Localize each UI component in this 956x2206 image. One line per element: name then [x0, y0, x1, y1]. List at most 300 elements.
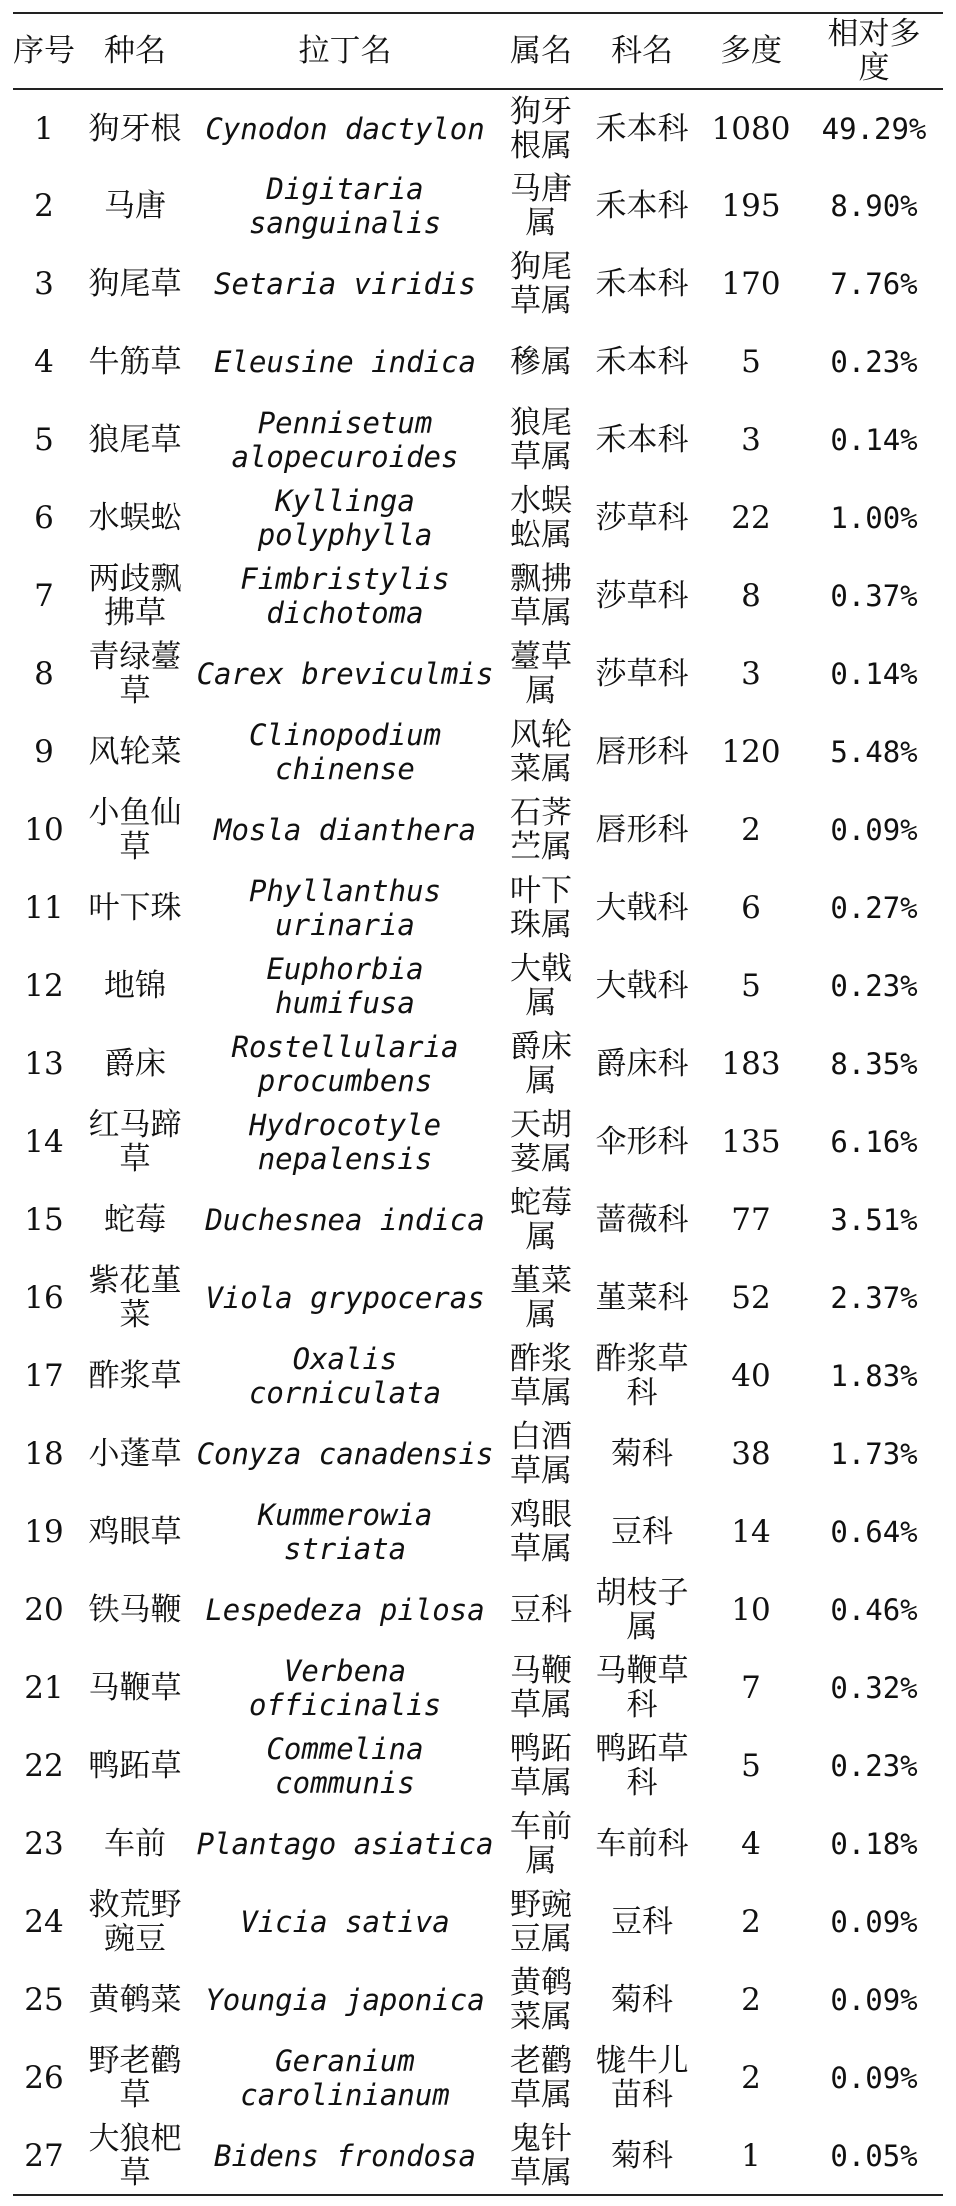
cell-relative-abundance-text: 0.09% [830, 2061, 918, 2095]
cell-latin-name [195, 1025, 495, 1103]
cell-relative-abundance-text: 0.09% [830, 1905, 918, 1939]
cell-relative-abundance [805, 791, 943, 869]
cell-index [13, 1493, 75, 1571]
cell-family [587, 2039, 697, 2117]
table-row [13, 323, 943, 401]
cell-common-name [75, 1025, 195, 1103]
cell-family [587, 1883, 697, 1961]
cell-latin-name [195, 167, 495, 245]
cell-genus [495, 713, 587, 791]
cell-relative-abundance [805, 89, 943, 167]
cell-common-name [75, 167, 195, 245]
cell-abundance [697, 1181, 805, 1259]
cell-common-name-text: 狗牙根 [88, 110, 182, 147]
cell-common-name-text: 大狼杷草 [88, 2120, 182, 2191]
cell-latin-name-text: Geranium carolinianum [240, 2044, 450, 2112]
cell-abundance-text: 52 [731, 1280, 771, 1316]
table-row [13, 2039, 943, 2117]
cell-genus-text: 豆科 [510, 1592, 572, 1628]
cell-index [13, 635, 75, 713]
cell-relative-abundance [805, 947, 943, 1025]
table-row [13, 1025, 943, 1103]
cell-relative-abundance-text: 0.09% [830, 1983, 918, 2017]
cell-index-text: 20 [24, 1592, 64, 1628]
cell-abundance-text: 40 [731, 1358, 771, 1394]
cell-relative-abundance [805, 1103, 943, 1181]
cell-latin-name [195, 2117, 495, 2195]
cell-relative-abundance [805, 1649, 943, 1727]
table-row [13, 557, 943, 635]
cell-genus-text: 爵床属 [510, 1029, 572, 1099]
cell-common-name-text: 青绿薹草 [88, 639, 182, 709]
cell-latin-name [195, 1415, 495, 1493]
cell-common-name-text: 救荒野豌豆 [88, 1887, 182, 1957]
cell-family-text: 伞形科 [595, 1124, 689, 1160]
cell-latin-name [195, 401, 495, 479]
cell-relative-abundance-text: 3.51% [830, 1203, 918, 1237]
cell-abundance-text: 120 [721, 734, 781, 770]
cell-relative-abundance [805, 1727, 943, 1805]
cell-latin-name [195, 479, 495, 557]
cell-abundance-text: 4 [741, 1826, 761, 1862]
cell-latin-name [195, 2039, 495, 2117]
cell-family-text: 莎草科 [595, 656, 689, 692]
cell-relative-abundance [805, 323, 943, 401]
cell-index-text: 27 [24, 2137, 64, 2174]
cell-index [13, 167, 75, 245]
cell-abundance [697, 1883, 805, 1961]
cell-family-text: 车前科 [595, 1826, 689, 1862]
cell-genus-text: 野豌豆属 [510, 1887, 572, 1957]
header-relative-abundance-label: 相对多度 [827, 16, 921, 86]
table-row [13, 89, 943, 167]
cell-family-text: 牻牛儿苗科 [595, 2043, 689, 2113]
cell-common-name-text: 蛇莓 [104, 1202, 166, 1238]
cell-family [587, 401, 697, 479]
cell-genus [495, 1961, 587, 2039]
cell-common-name [75, 1805, 195, 1883]
cell-index [13, 869, 75, 947]
cell-index [13, 2117, 75, 2195]
cell-common-name [75, 869, 195, 947]
cell-family [587, 713, 697, 791]
cell-family-text: 禾本科 [595, 344, 689, 380]
cell-genus [495, 947, 587, 1025]
cell-index-text: 2 [34, 188, 54, 224]
table-row [13, 791, 943, 869]
cell-genus [495, 323, 587, 401]
cell-genus [495, 1337, 587, 1415]
cell-genus [495, 1493, 587, 1571]
table-row [13, 1337, 943, 1415]
cell-index-text: 4 [34, 344, 54, 380]
cell-genus [495, 479, 587, 557]
cell-relative-abundance [805, 1493, 943, 1571]
cell-common-name-text: 两歧飘拂草 [88, 561, 182, 631]
cell-common-name [75, 1727, 195, 1805]
cell-index [13, 947, 75, 1025]
cell-relative-abundance [805, 869, 943, 947]
cell-genus-text: 堇菜属 [510, 1263, 572, 1333]
table-row [13, 1961, 943, 2039]
cell-relative-abundance-text: 49.29% [821, 111, 927, 146]
cell-common-name [75, 791, 195, 869]
cell-common-name [75, 635, 195, 713]
cell-genus-text: 石荠苎属 [510, 795, 572, 865]
cell-index-text: 12 [24, 968, 64, 1004]
cell-relative-abundance-text: 0.27% [830, 891, 918, 925]
cell-abundance-text: 5 [741, 344, 761, 380]
table-body [13, 89, 943, 2195]
cell-latin-name [195, 1805, 495, 1883]
cell-genus-text: 白酒草属 [510, 1419, 572, 1489]
species-table [13, 12, 943, 2196]
cell-latin-name [195, 791, 495, 869]
cell-latin-name [195, 1961, 495, 2039]
cell-index-text: 25 [24, 1982, 64, 2018]
header-genus: 属名 [510, 33, 572, 69]
cell-common-name-text: 风轮菜 [88, 734, 182, 770]
cell-family-text: 鸭跖草科 [595, 1731, 689, 1801]
header-row [13, 13, 943, 89]
cell-relative-abundance-text: 0.14% [830, 657, 918, 691]
cell-common-name [75, 947, 195, 1025]
cell-family-text: 胡枝子属 [595, 1575, 689, 1645]
cell-family [587, 1649, 697, 1727]
cell-abundance [697, 635, 805, 713]
cell-latin-name-text: Clinopodium chinense [248, 718, 442, 786]
cell-common-name [75, 1649, 195, 1727]
table-header [13, 13, 943, 89]
cell-abundance-text: 6 [741, 890, 761, 926]
cell-genus [495, 869, 587, 947]
cell-latin-name-text: Commelina communis [266, 1732, 424, 1800]
cell-relative-abundance-text: 0.64% [830, 1515, 918, 1549]
cell-relative-abundance-text: 8.35% [830, 1047, 918, 1081]
cell-relative-abundance-text: 1.00% [830, 501, 918, 535]
cell-family [587, 1025, 697, 1103]
cell-common-name [75, 1259, 195, 1337]
cell-genus [495, 1727, 587, 1805]
cell-latin-name [195, 323, 495, 401]
cell-common-name [75, 323, 195, 401]
header-relative-abundance [805, 13, 943, 89]
cell-relative-abundance-text: 0.05% [830, 2138, 918, 2173]
cell-genus-text: 叶下珠属 [510, 873, 572, 943]
cell-latin-name [195, 635, 495, 713]
cell-genus [495, 2117, 587, 2195]
cell-abundance [697, 713, 805, 791]
cell-index [13, 1883, 75, 1961]
cell-index-text: 24 [24, 1904, 64, 1940]
cell-abundance-text: 2 [741, 2060, 761, 2096]
cell-relative-abundance-text: 0.18% [830, 1827, 918, 1861]
cell-abundance [697, 2039, 805, 2117]
cell-family-text: 禾本科 [595, 266, 689, 302]
cell-index-text: 7 [34, 578, 54, 614]
cell-abundance-text: 38 [731, 1436, 771, 1472]
cell-relative-abundance [805, 1181, 943, 1259]
cell-latin-name-text: Phyllanthus urinaria [248, 874, 442, 942]
cell-relative-abundance [805, 1571, 943, 1649]
cell-relative-abundance [805, 2039, 943, 2117]
cell-index-text: 15 [24, 1202, 64, 1238]
cell-index-text: 14 [24, 1124, 64, 1160]
cell-family [587, 1805, 697, 1883]
cell-latin-name-text: Digitaria sanguinalis [248, 172, 442, 240]
cell-abundance-text: 2 [741, 812, 761, 848]
cell-relative-abundance-text: 0.46% [830, 1593, 918, 1627]
cell-latin-name-text: Plantago asiatica [196, 1827, 494, 1861]
cell-common-name-text: 车前 [104, 1826, 166, 1862]
cell-abundance-text: 135 [721, 1124, 781, 1160]
cell-relative-abundance-text: 0.37% [830, 579, 918, 613]
cell-common-name-text: 狗尾草 [88, 266, 182, 302]
cell-relative-abundance-text: 0.32% [830, 1671, 918, 1705]
cell-common-name-text: 鸭跖草 [88, 1748, 182, 1784]
cell-index [13, 1961, 75, 2039]
cell-genus-text: 风轮菜属 [510, 717, 572, 787]
cell-abundance [697, 1259, 805, 1337]
cell-genus-text: 狼尾草属 [510, 405, 572, 475]
cell-abundance [697, 2117, 805, 2195]
cell-abundance [697, 401, 805, 479]
header-family: 科名 [611, 33, 673, 69]
cell-common-name [75, 557, 195, 635]
cell-family-text: 唇形科 [595, 812, 689, 848]
cell-index-text: 8 [34, 656, 54, 692]
cell-relative-abundance-text: 0.23% [830, 1749, 918, 1783]
cell-index-text: 23 [24, 1826, 64, 1862]
cell-abundance [697, 557, 805, 635]
table-row [13, 947, 943, 1025]
cell-relative-abundance-text: 7.76% [830, 267, 918, 301]
cell-index [13, 245, 75, 323]
cell-index [13, 1415, 75, 1493]
cell-index [13, 89, 75, 167]
cell-family-text: 豆科 [611, 1514, 673, 1550]
cell-family [587, 1571, 697, 1649]
cell-family-text: 莎草科 [595, 578, 689, 614]
cell-genus [495, 557, 587, 635]
cell-family [587, 1415, 697, 1493]
cell-common-name-text: 小鱼仙草 [88, 795, 182, 865]
cell-index-text: 18 [24, 1436, 64, 1472]
cell-common-name [75, 89, 195, 167]
cell-common-name-text: 紫花堇菜 [88, 1263, 182, 1333]
table-row [13, 245, 943, 323]
cell-abundance-text: 1 [741, 2137, 761, 2174]
cell-latin-name-text: Verbena officinalis [248, 1654, 442, 1722]
cell-latin-name [195, 1649, 495, 1727]
cell-abundance [697, 1025, 805, 1103]
cell-latin-name-text: Lespedeza pilosa [205, 1593, 485, 1627]
cell-relative-abundance [805, 1883, 943, 1961]
header-latin-name: 拉丁名 [298, 33, 392, 69]
cell-abundance-text: 5 [741, 1748, 761, 1784]
cell-abundance [697, 869, 805, 947]
cell-index [13, 1649, 75, 1727]
cell-abundance-text: 14 [731, 1514, 771, 1550]
cell-abundance-text: 5 [741, 968, 761, 1004]
cell-abundance [697, 1649, 805, 1727]
cell-relative-abundance [805, 1337, 943, 1415]
cell-family-text: 禾本科 [595, 110, 689, 147]
cell-abundance-text: 3 [741, 656, 761, 692]
header-abundance: 多度 [720, 33, 782, 69]
cell-genus [495, 401, 587, 479]
cell-family [587, 1727, 697, 1805]
table-row [13, 635, 943, 713]
cell-relative-abundance [805, 635, 943, 713]
cell-genus [495, 167, 587, 245]
cell-common-name-text: 红马蹄草 [88, 1107, 182, 1177]
cell-common-name [75, 1181, 195, 1259]
table-row [13, 1571, 943, 1649]
table-row [13, 1883, 943, 1961]
cell-index-text: 5 [34, 422, 54, 458]
table-row [13, 2117, 943, 2195]
cell-latin-name [195, 1883, 495, 1961]
cell-genus [495, 791, 587, 869]
cell-latin-name [195, 869, 495, 947]
cell-genus [495, 1571, 587, 1649]
cell-index [13, 401, 75, 479]
cell-relative-abundance-text: 5.48% [830, 735, 918, 769]
cell-genus-text: 穇属 [510, 344, 572, 380]
cell-latin-name [195, 713, 495, 791]
cell-latin-name [195, 1259, 495, 1337]
cell-index-text: 10 [24, 812, 64, 848]
cell-index-text: 21 [24, 1670, 64, 1706]
cell-latin-name-text: Kummerowia striata [257, 1498, 433, 1566]
cell-latin-name [195, 1337, 495, 1415]
cell-latin-name [195, 89, 495, 167]
cell-index [13, 557, 75, 635]
table-row [13, 401, 943, 479]
cell-family-text: 豆科 [611, 1904, 673, 1940]
cell-abundance [697, 947, 805, 1025]
cell-index [13, 1103, 75, 1181]
cell-latin-name-text: Youngia japonica [205, 1983, 485, 2017]
cell-latin-name [195, 245, 495, 323]
cell-genus [495, 1259, 587, 1337]
cell-genus-text: 鸭跖草属 [510, 1731, 572, 1801]
cell-index [13, 479, 75, 557]
cell-index [13, 1727, 75, 1805]
cell-latin-name-text: Kyllinga polyphylla [257, 484, 433, 552]
cell-abundance-text: 2 [741, 1982, 761, 2018]
cell-genus [495, 1415, 587, 1493]
cell-family-text: 菊科 [611, 1436, 673, 1472]
cell-index-text: 6 [34, 500, 54, 536]
cell-family [587, 1493, 697, 1571]
cell-genus-text: 大戟属 [510, 951, 572, 1021]
cell-latin-name [195, 1727, 495, 1805]
cell-relative-abundance-text: 6.16% [830, 1125, 918, 1159]
cell-abundance [697, 245, 805, 323]
cell-abundance-text: 22 [731, 500, 771, 536]
cell-genus [495, 635, 587, 713]
cell-latin-name [195, 1493, 495, 1571]
cell-common-name-text: 酢浆草 [88, 1358, 182, 1394]
cell-common-name-text: 铁马鞭 [88, 1592, 182, 1628]
cell-index [13, 1571, 75, 1649]
cell-index-text: 26 [24, 2060, 64, 2096]
cell-common-name [75, 1883, 195, 1961]
cell-abundance-text: 1080 [711, 110, 791, 147]
cell-latin-name-text: Oxalis corniculata [248, 1342, 442, 1410]
cell-family-text: 菊科 [611, 2137, 673, 2174]
cell-relative-abundance-text: 0.14% [830, 423, 918, 457]
cell-latin-name-text: Viola grypoceras [205, 1281, 485, 1315]
cell-family [587, 635, 697, 713]
cell-abundance-text: 170 [721, 266, 781, 302]
cell-index [13, 1259, 75, 1337]
cell-common-name-text: 叶下珠 [88, 890, 182, 926]
cell-genus [495, 1103, 587, 1181]
cell-relative-abundance [805, 2117, 943, 2195]
cell-index [13, 1181, 75, 1259]
cell-latin-name-text: Carex breviculmis [196, 657, 494, 691]
table-row [13, 479, 943, 557]
cell-abundance [697, 89, 805, 167]
cell-family [587, 1103, 697, 1181]
table-row [13, 1259, 943, 1337]
cell-genus-text: 水蜈蚣属 [510, 483, 572, 553]
cell-genus-text: 薹草属 [510, 639, 572, 709]
cell-relative-abundance-text: 8.90% [830, 189, 918, 223]
cell-abundance [697, 1337, 805, 1415]
cell-relative-abundance-text: 0.23% [830, 345, 918, 379]
cell-common-name [75, 1103, 195, 1181]
cell-index-text: 19 [24, 1514, 64, 1550]
cell-family [587, 1337, 697, 1415]
cell-common-name-text: 牛筋草 [88, 344, 182, 380]
cell-family-text: 酢浆草科 [595, 1341, 689, 1411]
table-row [13, 713, 943, 791]
cell-abundance [697, 791, 805, 869]
cell-common-name-text: 狼尾草 [88, 422, 182, 458]
cell-relative-abundance [805, 557, 943, 635]
cell-relative-abundance-text: 0.23% [830, 969, 918, 1003]
cell-genus-text: 黄鹌菜属 [510, 1965, 572, 2035]
table-row [13, 1181, 943, 1259]
cell-genus-text: 老鹳草属 [510, 2043, 572, 2113]
cell-family [587, 167, 697, 245]
cell-latin-name-text: Euphorbia humifusa [266, 952, 424, 1020]
cell-index-text: 3 [34, 266, 54, 302]
cell-relative-abundance-text: 2.37% [830, 1281, 918, 1315]
cell-index-text: 16 [24, 1280, 64, 1316]
cell-index-text: 11 [24, 890, 64, 926]
cell-genus-text: 车前属 [510, 1809, 572, 1879]
cell-genus [495, 1805, 587, 1883]
cell-common-name-text: 水蜈蚣 [88, 500, 182, 536]
cell-common-name [75, 2117, 195, 2195]
cell-family [587, 2117, 697, 2195]
cell-abundance-text: 7 [741, 1670, 761, 1706]
cell-latin-name-text: Eleusine indica [214, 345, 476, 379]
cell-genus [495, 1649, 587, 1727]
cell-genus-text: 天胡荽属 [510, 1107, 572, 1177]
cell-abundance-text: 10 [731, 1592, 771, 1628]
cell-latin-name [195, 1103, 495, 1181]
cell-abundance [697, 1961, 805, 2039]
cell-index-text: 22 [24, 1748, 64, 1784]
cell-latin-name-text: Conyza canadensis [196, 1437, 494, 1471]
cell-common-name [75, 479, 195, 557]
